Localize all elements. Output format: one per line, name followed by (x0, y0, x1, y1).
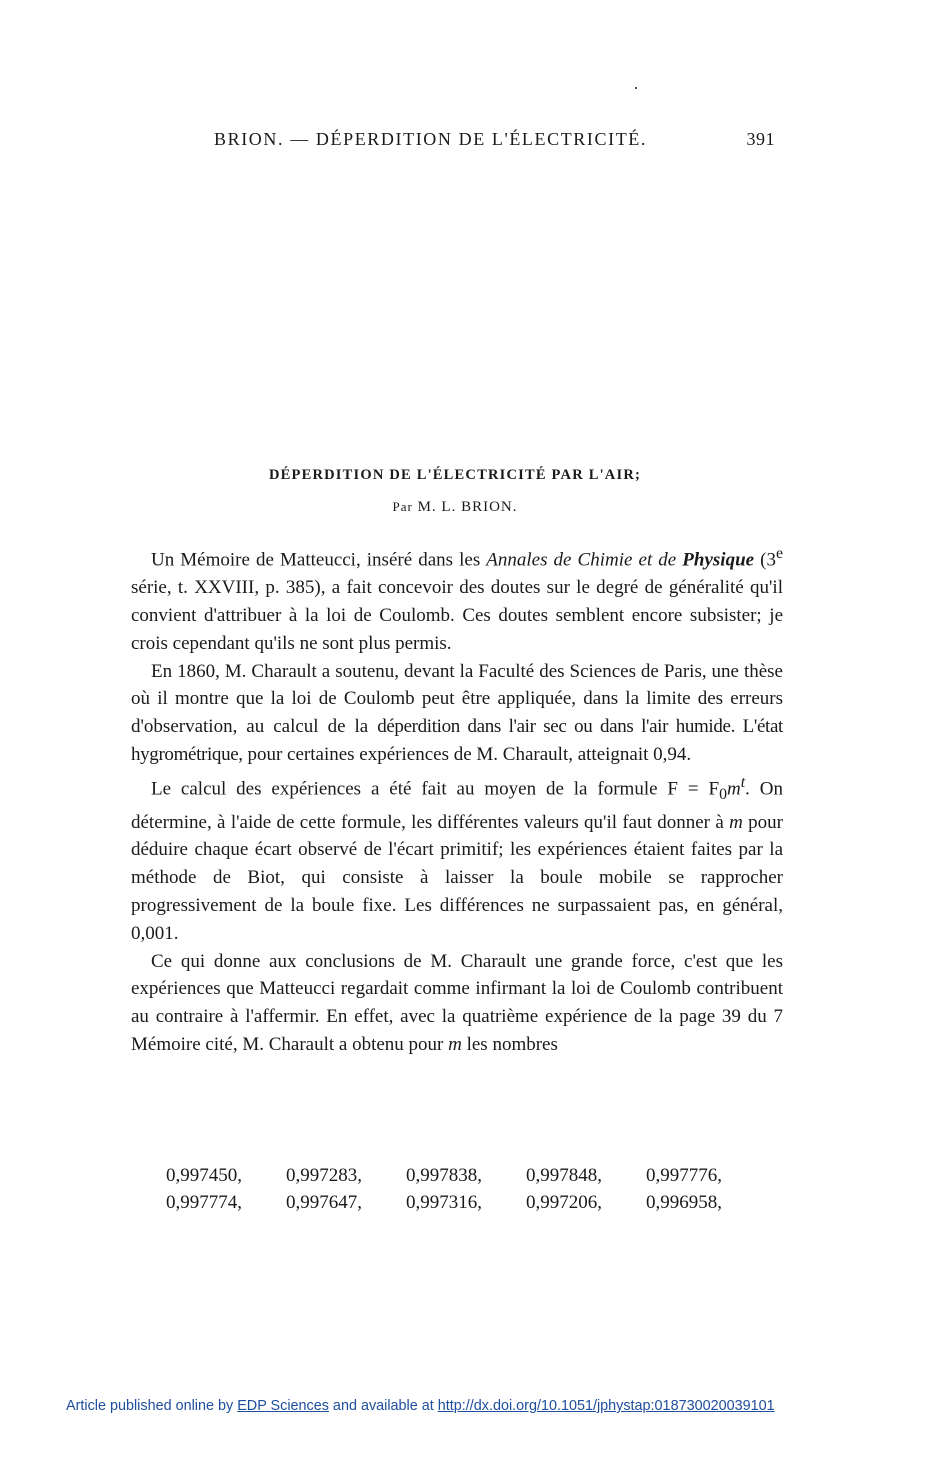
running-head-title: BRION. — DÉPERDITION DE L'ÉLECTRICITÉ. (214, 129, 647, 149)
doi-link[interactable]: http://dx.doi.org/10.1051/jphystap:018730020039101 (437, 1398, 775, 1414)
paragraph-3 (131, 769, 783, 948)
byline-author: M. L. BRION. (417, 499, 518, 515)
p3-formula-a: Le calcul des expériences a été fait au moyen de la formule F = F (151, 778, 720, 800)
p3-subscript: 0 (719, 785, 727, 803)
p1-superscript: e (775, 545, 784, 562)
number-value: 0,997838, (406, 1165, 482, 1186)
paragraph-1 (131, 540, 783, 658)
p2-text-c: pour certaines expériences de M. Charault, atteignait 0,94. (242, 743, 692, 765)
p3-text-c: pour déduire chaque écart observé de l'écart primitif; les expériences étaient faites par la méthode de Biot, qui consiste à laisser la boule mobile se rapprocher progressivement de la boule fixe. Les différences ne surpassaient pas, en général, 0,001. (131, 811, 783, 944)
article-title: DÉPERDITION DE L'ÉLECTRICITÉ PAR L'AIR; (268, 467, 642, 483)
publication-footer (66, 1398, 866, 1414)
number-value: 0,996958, (646, 1192, 722, 1213)
number-value: 0,997774, (166, 1192, 242, 1213)
p3-variable-m: m (729, 811, 743, 833)
p1-journal-title: Annales de Chimie et de (486, 549, 683, 571)
number-value: 0,997647, (286, 1192, 362, 1213)
number-value: 0,997316, (406, 1192, 482, 1213)
body-text (131, 540, 783, 1059)
number-table (166, 1162, 766, 1216)
footer-middle: and available at (328, 1398, 438, 1414)
publisher-link[interactable]: EDP Sciences (237, 1398, 329, 1414)
running-head (130, 129, 780, 159)
number-value: 0,997283, (286, 1165, 362, 1186)
p2-text-b: déperdition dans l'air sec ou dans l'air humide. L'état hygrométrique, (131, 716, 783, 765)
scan-speck (635, 87, 637, 89)
p1-text-c: série, t. XXVIII, p. 385), a fait concevoir des doutes sur le degré de généralité qu'il convient d'attribuer à la loi de Coulomb. Ces doutes semblent encore subsister; je crois cependant qu'ils ne sont plus permis. (131, 577, 783, 654)
paragraph-2 (131, 658, 783, 769)
byline (130, 499, 780, 516)
p3-superscript: t (740, 773, 746, 791)
number-value: 0,997206, (526, 1192, 602, 1213)
number-value: 0,997848, (526, 1165, 602, 1186)
p4-variable-m: m (448, 1034, 462, 1055)
p4-text-a: Ce qui donne aux conclusions de M. Charault une grande force, c'est que les expériences que Matteucci regardait comme infirmant la loi de Coulomb contribuent au contraire à l'affermir. En effet, avec la quatrième expérience de la page 39 du 7 Mémoire cité, M. Charault a obtenu pour (131, 950, 783, 1055)
number-row-2 (166, 1189, 766, 1216)
p1-text-b: (3 (754, 549, 776, 571)
p2-text-a: En 1860, M. Charault a soutenu, devant la Faculté des Sciences de Paris, une thèse où il montre que la loi de Coulomb peut être appliquée, dans la limite des erreurs d'observation, au calcul de la (131, 660, 783, 738)
byline-prefix: Par (392, 499, 413, 514)
page-number: 391 (746, 129, 775, 149)
footer-prefix: Article published online by (66, 1398, 238, 1414)
p1-text-a: Un Mémoire de Matteucci, inséré dans les (151, 549, 487, 571)
paragraph-4 (131, 948, 783, 1059)
p3-formula-m: m (726, 778, 741, 800)
p4-text-b: les nombres (461, 1034, 558, 1055)
number-value: 0,997450, (166, 1165, 242, 1186)
p3-text-b: . On détermine, à l'aide de cette formule, les différentes valeurs qu'il faut donner à (131, 778, 783, 833)
number-value: 0,997776, (646, 1165, 722, 1186)
number-row-1 (166, 1162, 766, 1189)
p1-journal-title-bold: Physique (682, 549, 755, 571)
